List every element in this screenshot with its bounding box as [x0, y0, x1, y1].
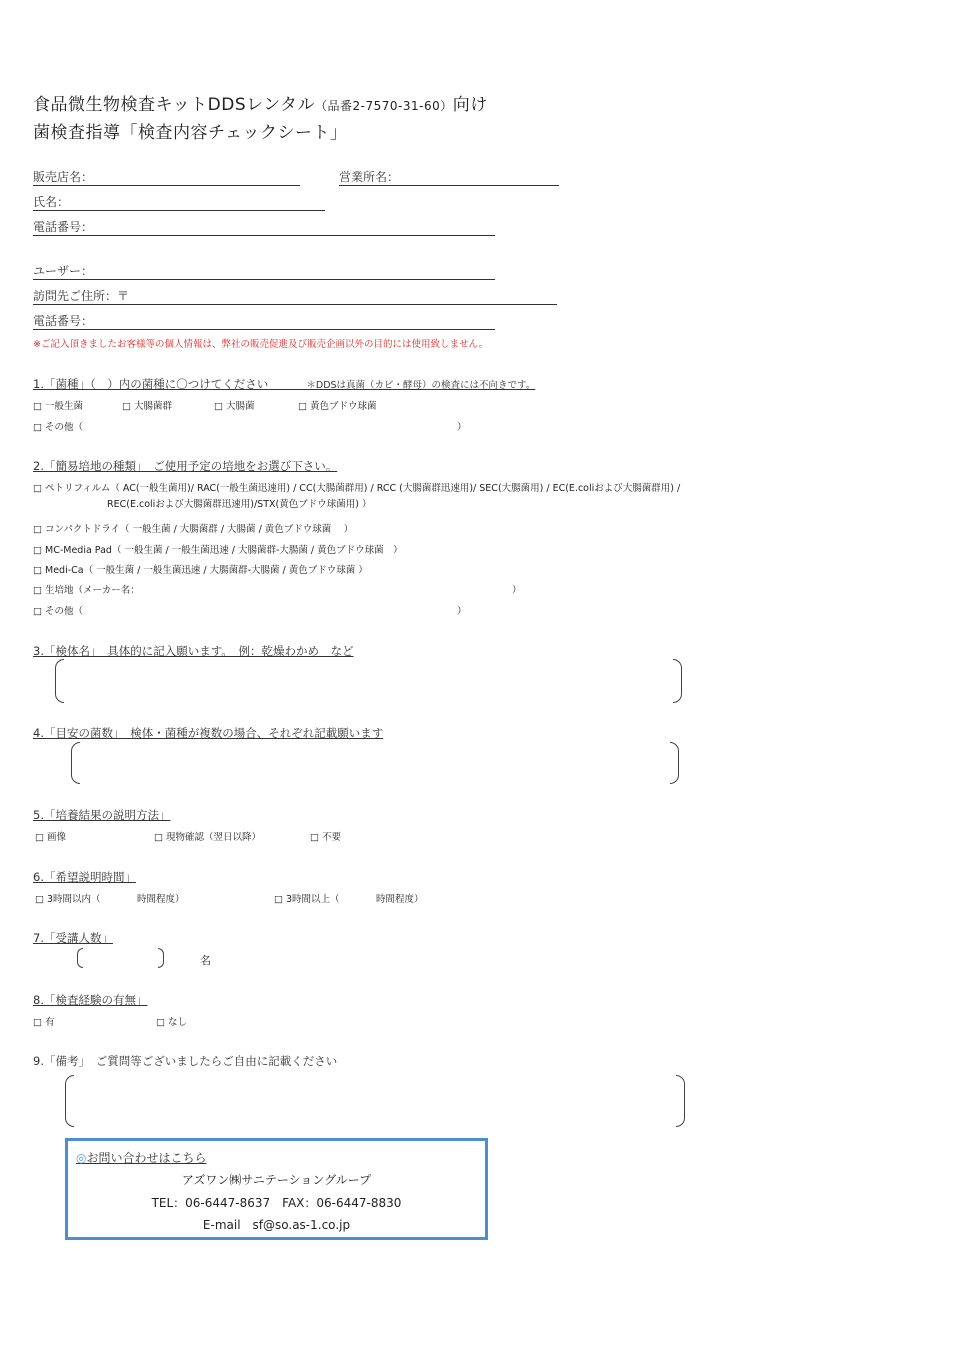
section-7-title: 7.「受講人数」	[33, 931, 113, 945]
attendees-bracket-left	[77, 948, 83, 968]
option-over-3h[interactable]: □ 3時間以上（	[274, 894, 340, 905]
option-petrifilm-cont: REC(E.coliおよび大腸菌群迅速用)/STX(黄色ブドウ球菌用) ）	[107, 499, 372, 510]
section-6-title: 6.「希望説明時間」	[33, 870, 136, 884]
option-staph[interactable]: □ 黄色ブドウ球菌	[298, 401, 377, 412]
option-mc-media-pad[interactable]: □ MC-Media Pad（ 一般生菌 / 一般生菌迅速 / 大腸菌群-大腸菌 / 黄色ブドウ球菌 ）	[33, 545, 403, 556]
sample-name-bracket-right	[673, 659, 682, 703]
user-field[interactable]	[33, 262, 495, 280]
option-medi-ca[interactable]: □ Medi-Ca（ 一般生菌 / 一般生菌迅速 / 大腸菌群-大腸菌 / 黄色ブドウ球菌 ）	[33, 565, 368, 576]
attendees-input[interactable]	[84, 948, 156, 966]
count-bracket-left	[71, 742, 80, 784]
option-medium-other[interactable]: □ その他（	[33, 606, 83, 617]
user-phone-field[interactable]	[33, 312, 495, 330]
section-1-title: 1.「菌種」（ ）内の菌種に〇つけてください ＊DDSは真菌（カビ・酵母）の検査には不向きです。	[33, 377, 536, 391]
address-field[interactable]	[33, 287, 557, 305]
option-compact-dry[interactable]: □ コンパクトドライ（ 一般生菌 / 大腸菌群 / 大腸菌 / 黄色ブドウ球菌 ）	[33, 524, 354, 535]
page-title	[33, 90, 488, 115]
sample-name-bracket-left	[55, 659, 64, 703]
privacy-note: ※ご記入頂きましたお客様等の個人情報は、弊社の販売促進及び販売企画以外の目的には使用致しません。	[33, 339, 489, 350]
option-other[interactable]: □ その他（	[33, 422, 83, 433]
option-over-3h-suffix: 時間程度）	[376, 894, 424, 905]
option-onsite-check[interactable]: □ 現物確認（翌日以降）	[154, 832, 261, 843]
section-2-title: 2.「簡易培地の種類」 ご使用予定の培地をお選び下さい。	[33, 459, 338, 473]
section-3-title: 3.「検体名」 具体的に記入願います。 例：乾燥わかめ など	[33, 644, 354, 658]
option-coliform[interactable]: □ 大腸菌群	[122, 401, 172, 412]
office-name-label: 営業所名：	[339, 170, 400, 184]
option-image[interactable]: □ 画像	[35, 832, 66, 843]
circle-mark-icon: ◎	[76, 1151, 87, 1165]
contact-heading-text: お問い合わせはこちら	[86, 1151, 207, 1165]
option-experience-no[interactable]: □ なし	[156, 1017, 187, 1028]
option-experience-yes[interactable]: □ 有	[33, 1017, 55, 1028]
address-label: 訪問先ご住所：〒	[33, 289, 130, 303]
option-raw-medium-close: ）	[512, 585, 522, 596]
option-general-bacteria[interactable]: □ 一般生菌	[33, 401, 83, 412]
remarks-bracket-right	[676, 1075, 685, 1127]
user-label: ユーザー：	[33, 264, 94, 278]
section-5-title: 5.「培養結果の説明方法」	[33, 808, 171, 822]
option-ecoli[interactable]: □ 大腸菌	[214, 401, 255, 412]
section-8-title: 8.「検査経験の有無」	[33, 993, 148, 1007]
contact-email[interactable]: E-mail sf@so.as-1.co.jp	[202, 1218, 351, 1232]
title-item-number: （品番2-7570-31-60）	[315, 99, 453, 113]
bacteria-count-input-area[interactable]	[82, 745, 667, 779]
contact-company: アズワン㈱サニテーショングループ	[181, 1173, 372, 1187]
user-phone-label: 電話番号：	[33, 314, 94, 328]
option-not-needed[interactable]: □ 不要	[310, 832, 341, 843]
page-subtitle: 菌検査指導「検査内容チェックシート」	[33, 123, 348, 143]
attendees-bracket-right	[158, 948, 164, 968]
section-9-title: 9.「備考」 ご質問等ございましたらご自由に記載ください	[33, 1054, 338, 1068]
shop-name-field[interactable]	[33, 168, 300, 186]
shop-name-label: 販売店名：	[33, 170, 94, 184]
section-1-note: ＊DDSは真菌（カビ・酵母）の検査には不向きです。	[306, 380, 536, 391]
person-name-field[interactable]	[33, 193, 325, 211]
title-suffix: 向け	[452, 95, 488, 115]
remarks-input-area[interactable]	[76, 1078, 673, 1122]
option-within-3h-suffix: 時間程度）	[137, 894, 185, 905]
contact-heading	[76, 1149, 207, 1166]
option-raw-medium[interactable]: □ 生培地（メーカー名：	[33, 585, 140, 596]
contact-tel-fax: TEL：06-6447-8637 FAX：06-6447-8830	[151, 1196, 402, 1210]
sample-name-input-area[interactable]	[66, 662, 670, 698]
title-main: 食品微生物検査キットDDSレンタル	[33, 95, 316, 115]
option-within-3h[interactable]: □ 3時間以内（	[35, 894, 101, 905]
option-other-close: ）	[457, 422, 467, 433]
office-name-field[interactable]	[339, 168, 559, 186]
attendees-unit: 名	[200, 954, 211, 967]
person-name-label: 氏名：	[33, 195, 70, 209]
remarks-bracket-left	[65, 1075, 74, 1127]
option-petrifilm[interactable]: □ ペトリフィルム（ AC(一般生菌用)/ RAC(一般生菌迅速用) / CC(大腸菌群用) / RCC (大腸菌群迅速用)/ SEC(大腸菌用) / EC(E.coliおよび大腸菌群用) /	[33, 483, 681, 494]
count-bracket-right	[670, 742, 679, 784]
dealer-phone-label: 電話番号：	[33, 220, 94, 234]
option-medium-other-close: ）	[457, 606, 467, 617]
contact-box	[65, 1138, 488, 1240]
section-4-title: 4.「目安の菌数」 検体・菌種が複数の場合、それぞれ記載願います	[33, 726, 384, 740]
dealer-phone-field[interactable]	[33, 218, 495, 236]
